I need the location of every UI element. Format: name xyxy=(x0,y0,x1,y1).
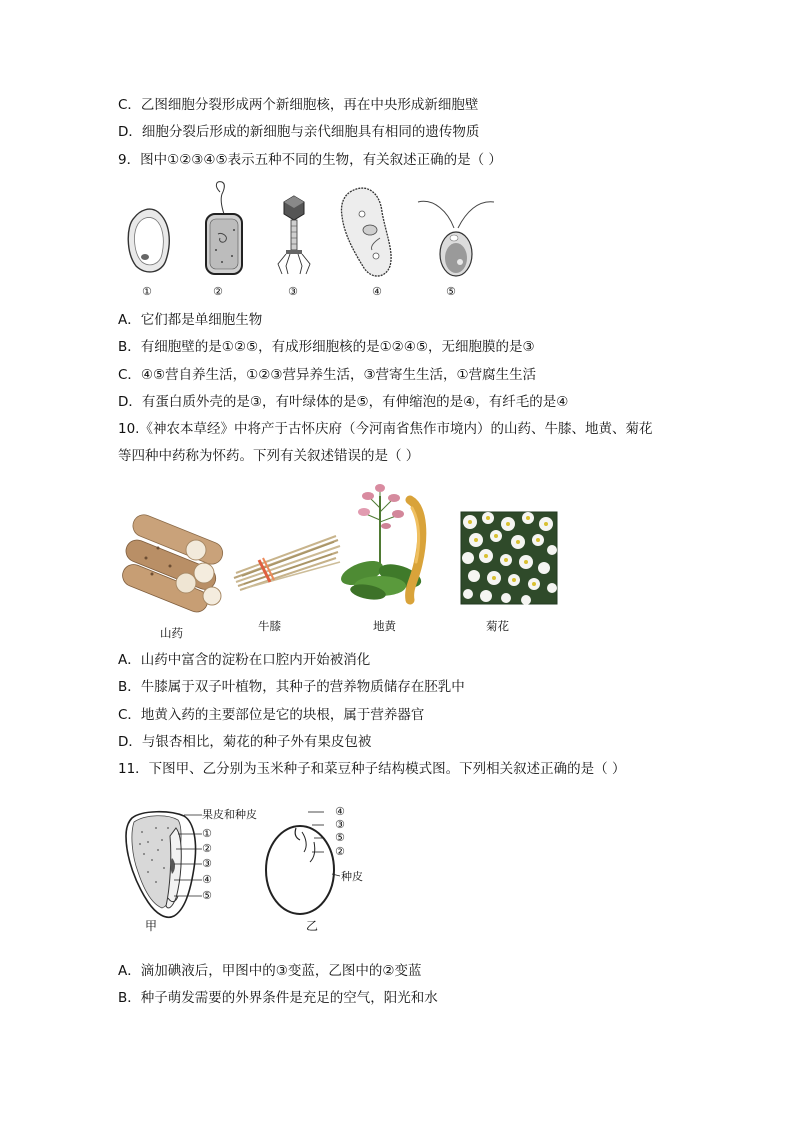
q10-herbs-svg xyxy=(118,478,568,618)
q9-label-1: ① xyxy=(142,285,152,298)
q11-jia-num-1: ① xyxy=(202,827,212,840)
q11-yi-num-3: ③ xyxy=(335,818,345,831)
q9-option-d: D．有蛋白质外壳的是③，有叶绿体的是⑤，有伸缩泡的是④，有纤毛的是④ xyxy=(118,394,569,410)
q11-option-b: B．种子萌发需要的外界条件是充足的空气，阳光和水 xyxy=(118,990,438,1006)
q11-jia-num-3: ③ xyxy=(202,857,212,870)
caption-rehmannia: 地黄 xyxy=(373,619,396,633)
q9-organisms-figure xyxy=(118,178,518,303)
q9-label-4: ④ xyxy=(372,285,382,298)
q10-option-d: D．与银杏相比，菊花的种子外有果皮包被 xyxy=(118,734,372,750)
q9-option-a: A．它们都是单细胞生物 xyxy=(118,312,263,328)
rehmannia-plant-image xyxy=(338,484,424,602)
q11-stem: 11．下图甲、乙分别为玉米种子和菜豆种子结构模式图。下列相关叙述正确的是（ ） xyxy=(118,761,626,777)
q11-jia-caption: 甲 xyxy=(145,919,158,933)
q9-organisms-svg xyxy=(118,178,518,303)
q10-option-a: A．山药中富含的淀粉在口腔内开始被消化 xyxy=(118,652,371,668)
q10-stem-line2: 等四种中药称为怀药。下列有关叙述错误的是（ ） xyxy=(118,448,420,464)
chrysanthemum-image xyxy=(461,512,557,605)
q10-herbs-figure xyxy=(118,478,568,618)
q9-label-3: ③ xyxy=(288,285,298,298)
q10-option-b: B．牛膝属于双子叶植物，其种子的营养物质储存在胚乳中 xyxy=(118,679,465,695)
q9-option-c: C．④⑤营自养生活，①②③营异养生活，③营寄生生活，①营腐生生活 xyxy=(118,367,537,383)
q11-option-a: A．滴加碘液后，甲图中的③变蓝，乙图中的②变蓝 xyxy=(118,963,422,979)
q11-yi-num-2: ② xyxy=(335,845,345,858)
q8-option-c: C．乙图细胞分裂形成两个新细胞核，再在中央形成新细胞壁 xyxy=(118,97,479,113)
organism-4-paramecium-image xyxy=(341,188,391,276)
organism-5-chlamydomonas-image xyxy=(418,201,494,276)
q11-yi-seedcoat-label: 种皮 xyxy=(341,870,363,883)
q10-stem-line1: 10.《神农本草经》中将产于古怀庆府（今河南省焦作市境内）的山药、牛膝、地黄、菊花 xyxy=(118,421,653,437)
q9-stem: 9．图中①②③④⑤表示五种不同的生物，有关叙述正确的是（ ） xyxy=(118,152,502,168)
q9-option-b: B．有细胞壁的是①②⑤，有成形细胞核的是①②④⑤，无细胞膜的是③ xyxy=(118,339,535,355)
q10-option-c: C．地黄入药的主要部位是它的块根，属于营养器官 xyxy=(118,707,425,723)
q8-option-d: D．细胞分裂后形成的新细胞与亲代细胞具有相同的遗传物质 xyxy=(118,124,480,140)
q9-label-2: ② xyxy=(213,285,223,298)
caption-achyranthes: 牛膝 xyxy=(258,619,281,633)
q11-yi-num-4: ④ xyxy=(335,805,345,818)
q9-label-5: ⑤ xyxy=(446,285,456,298)
yam-image xyxy=(118,511,230,615)
corn-seed-diagram xyxy=(126,812,202,918)
q11-yi-caption: 乙 xyxy=(306,919,319,933)
organism-1-yeast-image xyxy=(128,209,169,272)
q11-yi-num-5: ⑤ xyxy=(335,831,345,844)
q11-jia-num-2: ② xyxy=(202,842,212,855)
q11-jia-pericarp-label: 果皮和种皮 xyxy=(202,808,257,821)
caption-chrysanthemum: 菊花 xyxy=(486,619,509,633)
bean-seed-diagram xyxy=(266,812,340,914)
q11-jia-num-5: ⑤ xyxy=(202,889,212,902)
organism-2-bacterium-image xyxy=(206,182,242,274)
achyranthes-root-image xyxy=(234,536,340,590)
caption-yam: 山药 xyxy=(160,626,183,640)
q11-jia-num-4: ④ xyxy=(202,873,212,886)
organism-3-virus-image xyxy=(278,196,310,274)
